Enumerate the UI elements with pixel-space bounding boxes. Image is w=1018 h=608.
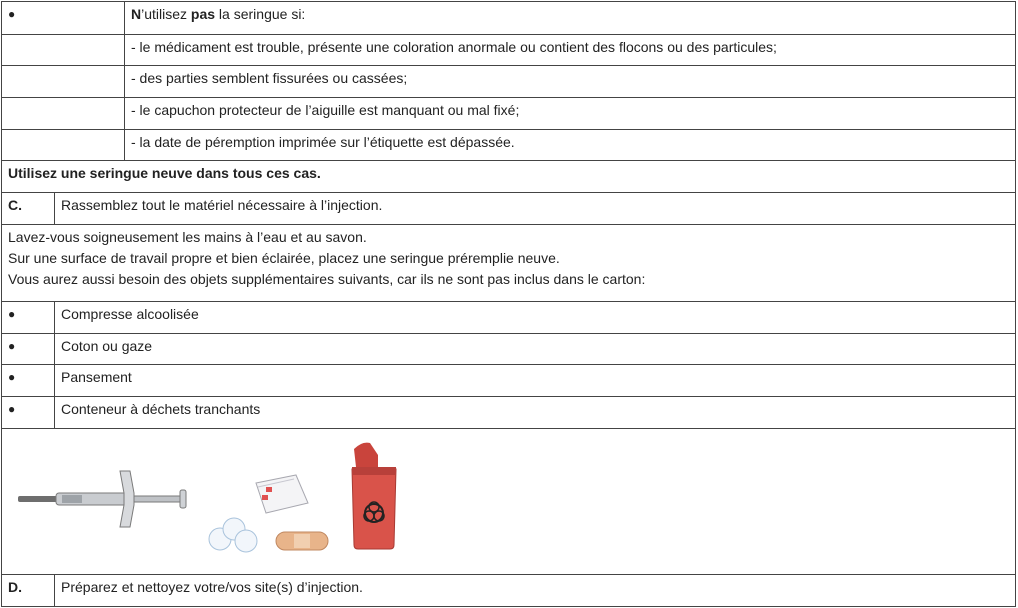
heading-mid: ’utilisez	[141, 6, 191, 22]
step-text: Rassemblez tout le matériel nécessaire à l’injection.	[54, 193, 1015, 224]
table-row	[1, 396, 1016, 429]
instruction-line: Vous aurez aussi besoin des objets supplémentaires suivants, car ils ne sont pas inclus dans le carton:	[8, 271, 646, 287]
table-row	[1, 160, 1016, 193]
heading-pas: pas	[190, 6, 216, 22]
bullet-cell: ●	[8, 339, 16, 353]
table-row	[1, 364, 1016, 397]
table-row	[1, 301, 1016, 334]
step-text: Préparez et nettoyez votre/vos site(s) d’injection.	[54, 575, 1015, 606]
supply-item: Compresse alcoolisée	[54, 302, 1015, 333]
bullet-cell: ●	[8, 370, 16, 384]
table-row	[1, 65, 1016, 98]
condition-item: - le médicament est trouble, présente une coloration anormale ou contient des flocons ou des particules;	[124, 35, 1015, 65]
table-row	[1, 129, 1016, 161]
sharps-container-icon	[348, 441, 400, 553]
step-letter: D.	[8, 579, 22, 595]
table-row	[1, 192, 1016, 225]
bullet-cell: ●	[8, 307, 16, 321]
empty-cell	[2, 66, 124, 97]
instruction-line: Lavez-vous soigneusement les mains à l’eau et au savon.	[8, 229, 367, 245]
instructions-block	[2, 225, 1015, 301]
table-row	[1, 574, 1016, 607]
supply-item: Pansement	[54, 365, 1015, 396]
condition-item: - le capuchon protecteur de l’aiguille est manquant ou mal fixé;	[124, 98, 1015, 129]
bullet-cell: ●	[8, 7, 16, 21]
alcohol-swab-icon	[252, 473, 312, 517]
empty-cell	[2, 35, 124, 65]
table-row	[1, 34, 1016, 66]
supply-item: Conteneur à déchets tranchants	[54, 397, 1015, 428]
empty-cell	[2, 130, 124, 160]
empty-cell	[2, 98, 124, 129]
supply-item: Coton ou gaze	[54, 334, 1015, 364]
step-letter: C.	[8, 197, 22, 213]
table-row	[1, 1, 1016, 35]
table-row	[1, 224, 1016, 302]
heading-end: la seringue si:	[215, 6, 306, 22]
table-row	[1, 333, 1016, 365]
condition-item: - des parties semblent fissurées ou cassées;	[124, 66, 1015, 97]
bullet-cell: ●	[8, 402, 16, 416]
heading-n: N	[131, 6, 142, 22]
supplies-illustration	[1, 428, 1016, 575]
bandage-icon	[274, 529, 330, 553]
cotton-balls-icon	[206, 515, 262, 555]
instruction-line: Sur une surface de travail propre et bien éclairée, placez une seringue préremplie neuve.	[8, 250, 560, 266]
condition-item: - la date de péremption imprimée sur l’étiquette est dépassée.	[124, 130, 1015, 160]
do-not-use-heading	[124, 2, 1015, 34]
use-new-syringe-note: Utilisez une seringue neuve dans tous ces cas.	[8, 165, 321, 181]
syringe-icon	[16, 465, 192, 535]
table-row	[1, 97, 1016, 130]
